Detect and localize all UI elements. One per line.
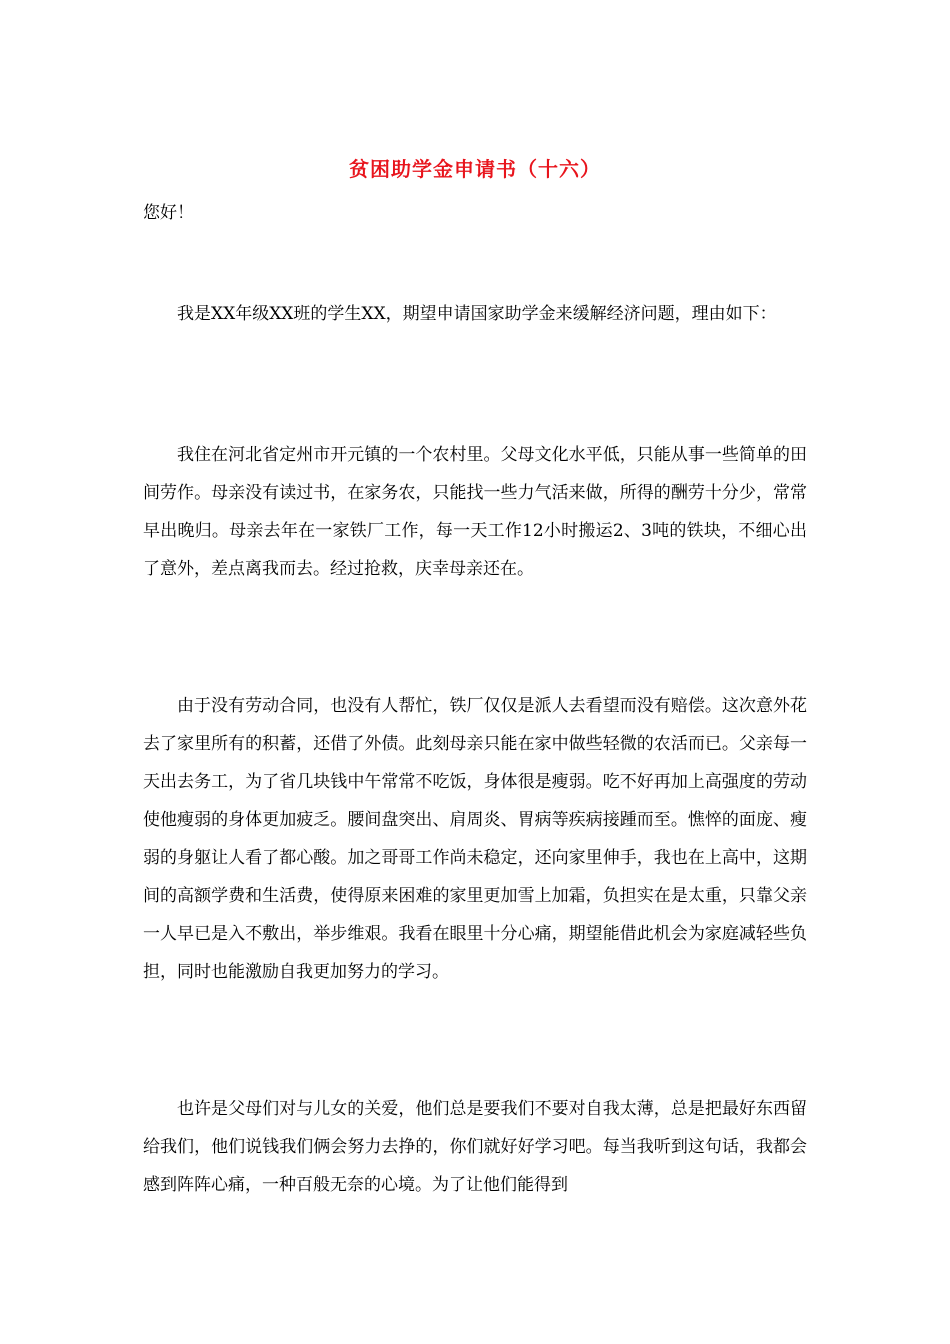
greeting: 您好！ <box>143 203 194 223</box>
paragraph-4: 也许是父母们对与儿女的关爱，他们总是要我们不要对自我太薄，总是把最好东西留给我们，他们说钱我们俩会努力去挣的，你们就好好学习吧。每当我听到这句话，我都会感到阵阵心痛，一种百般无奈的心境。为了让他们能得到 <box>143 1099 807 1195</box>
paragraph-2: 我住在河北省定州市开元镇的一个农村里。父母文化水平低，只能从事一些简单的田间劳作。母亲没有读过书，在家务农，只能找一些力气活来做，所得的酬劳十分少，常常早出晚归。母亲去年在一家铁厂工作，每一天工作12小时搬运2、3吨的铁块，不细心出了意外，差点离我而去。经过抢救，庆幸母亲还在。 <box>143 445 807 579</box>
paragraph-3: 由于没有劳动合同，也没有人帮忙，铁厂仅仅是派人去看望而没有赔偿。这次意外花去了家里所有的积蓄，还借了外债。此刻母亲只能在家中做些轻微的农活而已。父亲每一天出去务工，为了省几块钱中午常常不吃饭，身体很是瘦弱。吃不好再加上高强度的劳动使他瘦弱的身体更加疲乏。腰间盘突出、肩周炎、胃病等疾病接踵而至。憔悴的面庞、瘦弱的身躯让人看了都心酸。加之哥哥工作尚未稳定，还向家里伸手，我也在上高中，这期间的高额学费和生活费，使得原来困难的家里更加雪上加霜，负担实在是太重，只靠父亲一人早已是入不敷出，举步维艰。我看在眼里十分心痛，期望能借此机会为家庭减轻些负担，同时也能激励自我更加努力的学习。 <box>143 696 807 982</box>
paragraph-1: 我是XX年级XX班的学生XX，期望申请国家助学金来缓解经济问题，理由如下： <box>177 304 777 324</box>
document-title: 贫困助学金申请书（十六） <box>349 157 601 181</box>
